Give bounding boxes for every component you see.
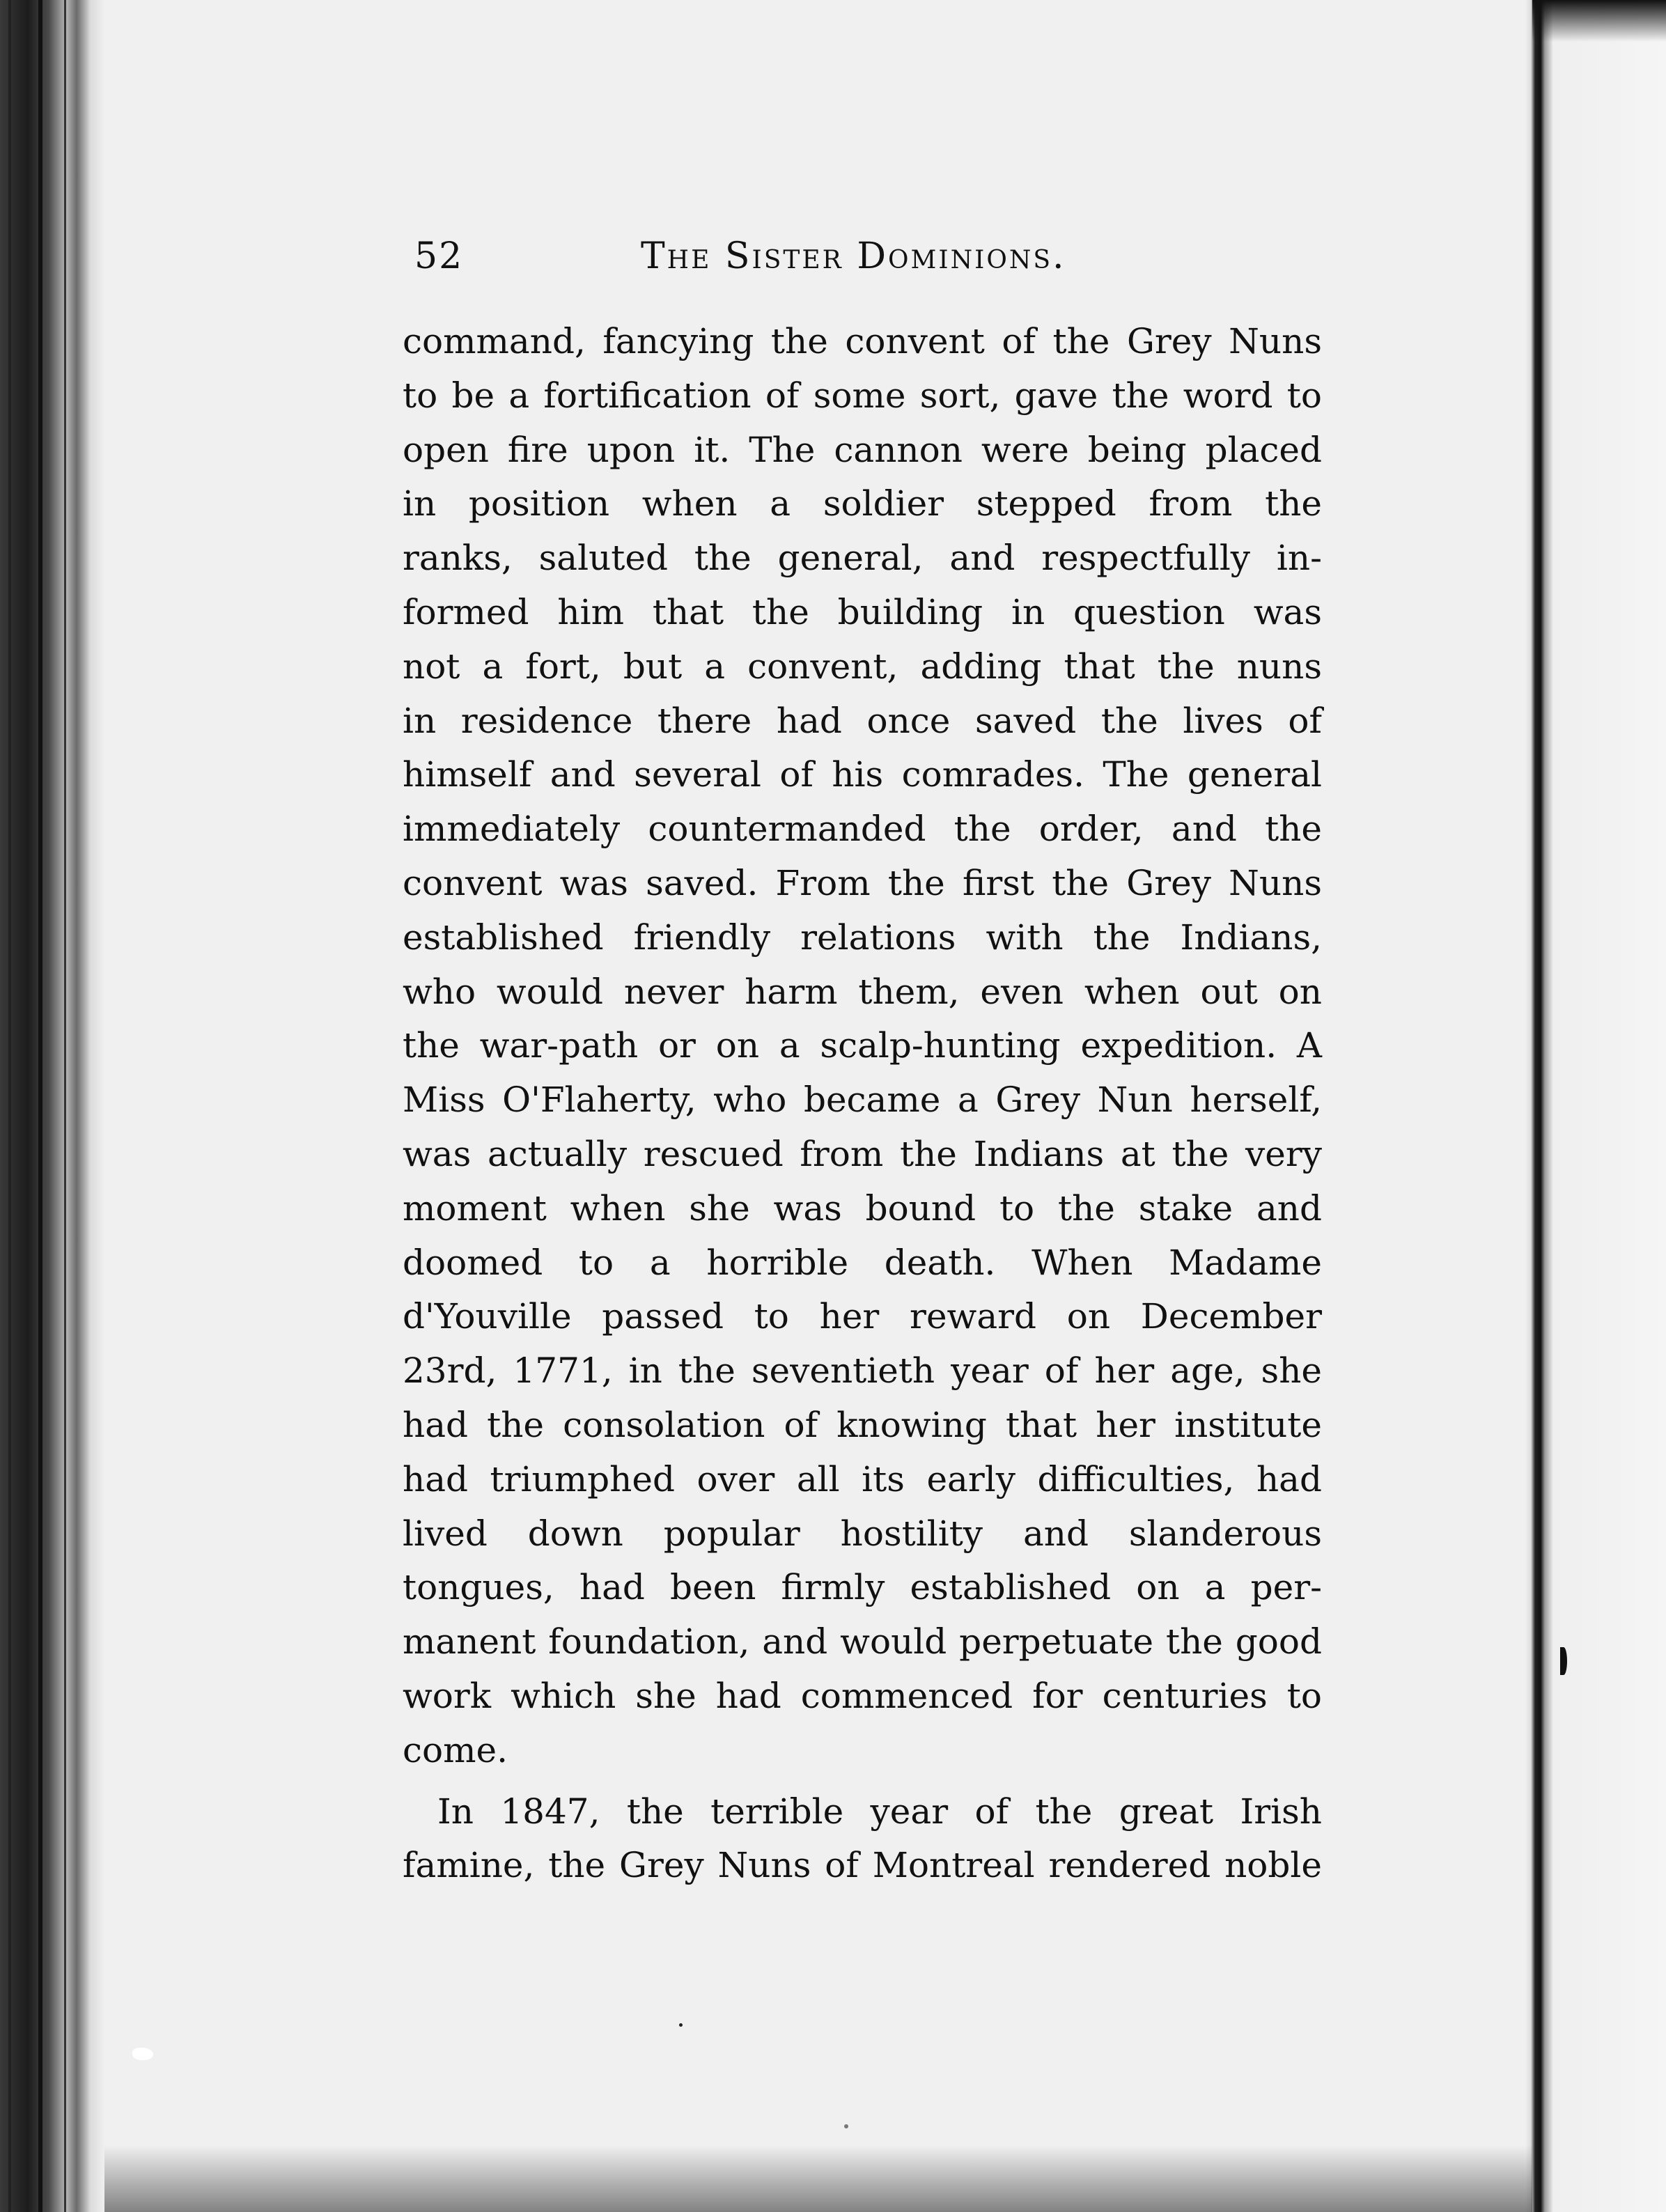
bottom-shadow [104,2145,1532,2212]
text-line: to be a fortification of some sort, gave the word to [403,375,1322,416]
text-line: 23rd, 1771, in the seventieth year of her age, she [403,1350,1322,1392]
scan-speck [679,2023,683,2027]
text-line: d'Youville passed to her reward on December [403,1296,1322,1337]
spine-edge-line [38,0,42,2212]
text-line: come. [403,1729,508,1770]
text-line: formed him that the building in question was [403,591,1322,632]
text-line: tongues, had been firmly established on a per- [403,1567,1322,1608]
text-line: established friendly relations with the Indians, [403,917,1322,958]
text-line: who would never harm them, even when out on [403,971,1322,1012]
text-line: convent was saved. From the first the Grey Nuns [403,862,1322,903]
text-line: immediately countermanded the order, and the [403,809,1322,850]
text-line: open fire upon it. The cannon were being placed [403,429,1322,470]
text-line: Miss O'Flaherty, who became a Grey Nun herself, [403,1080,1322,1121]
text-line: in residence there had once saved the lives of [403,700,1322,741]
text-line: famine, the Grey Nuns of Montreal rendered noble [403,1845,1322,1886]
spine-edge-line [64,0,66,2212]
scan-speck [844,2124,848,2128]
body-text [403,315,1322,1893]
text-line: lived down popular hostility and slanderous [403,1513,1322,1554]
text-line: had triumphed over all its early difficulties, had [403,1458,1322,1500]
text-line: In 1847, the terrible year of the great Irish [437,1791,1322,1832]
text-line: command, fancying the convent of the Grey Nuns [403,321,1322,361]
text-line: doomed to a horrible death. When Madame [403,1242,1322,1283]
running-title: The Sister Dominions. [641,235,1066,277]
page-number: 52 [414,235,464,277]
text-line: himself and several of his comrades. The general [403,754,1322,795]
text-line: had the consolation of knowing that her institute [403,1404,1322,1445]
text-line: work which she had commenced for centuries to [403,1675,1322,1716]
page-header [414,235,1327,284]
text-line: the war-path or on a scalp-hunting expedition. A [403,1025,1322,1066]
book-spine [0,0,104,2212]
text-line: manent foundation, and would perpetuate the good [403,1621,1322,1662]
text-line: moment when she was bound to the stake and [403,1187,1322,1229]
text-line: ranks, saluted the general, and respectfully in- [403,538,1322,579]
paragraph-gap [403,1778,1322,1785]
text-line: was actually rescued from the Indians at the very [403,1133,1322,1174]
spine-edge-line [8,0,11,2212]
scan-blemish [132,2048,153,2060]
scan-notch [1560,1647,1567,1675]
next-page-edge [1525,0,1666,2212]
text-line: not a fort, but a convent, adding that the nuns [403,646,1322,687]
text-line: in position when a soldier stepped from the [403,483,1322,524]
corner-shadow [1532,0,1666,42]
